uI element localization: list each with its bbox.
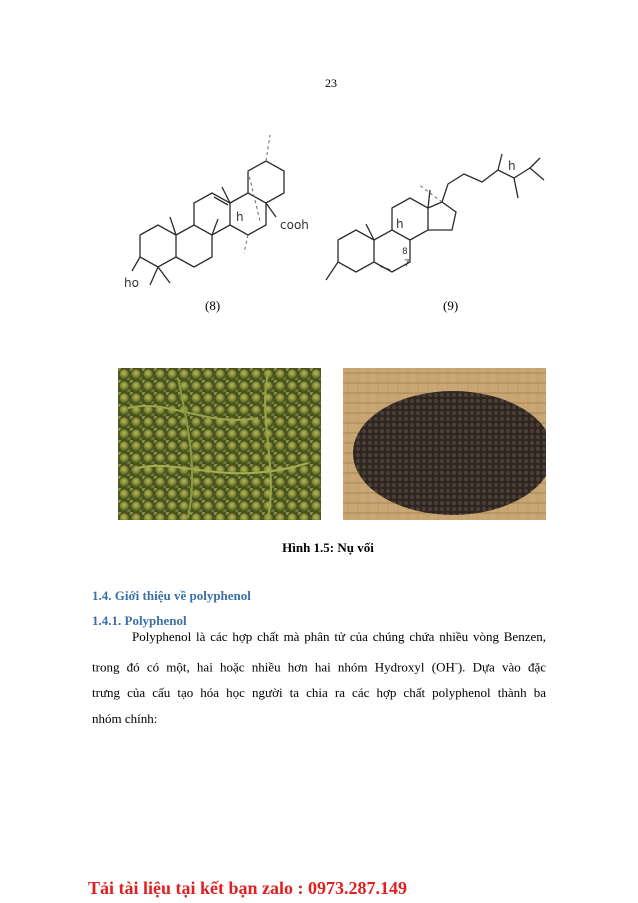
paragraph-polyphenol: [92, 624, 546, 732]
label-7: 7: [404, 259, 410, 269]
label-8: 8: [402, 247, 408, 257]
superscript-minus: -: [454, 658, 458, 668]
paragraph-line: trưng của cấu tạo hóa học người ta chia ra các hợp chất polyphenol thành ba: [92, 685, 546, 701]
label-h-9a: h: [508, 159, 516, 173]
paragraph-line: Polyphenol là các hợp chất mà phân tử của chúng chứa nhiều vòng Benzen,: [132, 629, 546, 644]
paragraph-line: trong đó có một, hai hoặc nhiều hơn hai nhóm Hydroxyl (OH-). Dựa vào đặc: [92, 658, 546, 675]
photo-green-buds: [118, 368, 321, 520]
structure-caption-8: (8): [205, 298, 221, 313]
figure-caption: Hình 1.5: Nụ vối: [282, 540, 374, 555]
label-ho: ho: [124, 276, 139, 290]
chemical-structure-8: [110, 125, 340, 300]
subsection-heading: 1.4.1. Polyphenol: [92, 613, 187, 628]
chemical-structure-9: [318, 140, 563, 300]
label-h-8: h: [236, 210, 244, 224]
label-cooh: cooh: [280, 218, 309, 232]
structure-caption-9: (9): [443, 298, 459, 313]
page-number: 23: [325, 76, 337, 90]
label-h-9b: h: [396, 217, 404, 231]
paragraph-line: nhóm chính:: [92, 711, 158, 727]
photo-dried-buds-basket: [343, 368, 546, 520]
footer-contact-text: Tải tài liệu tại kết bạn zalo : 0973.287.149: [88, 878, 407, 898]
section-heading: 1.4. Giới thiệu về polyphenol: [92, 588, 251, 603]
